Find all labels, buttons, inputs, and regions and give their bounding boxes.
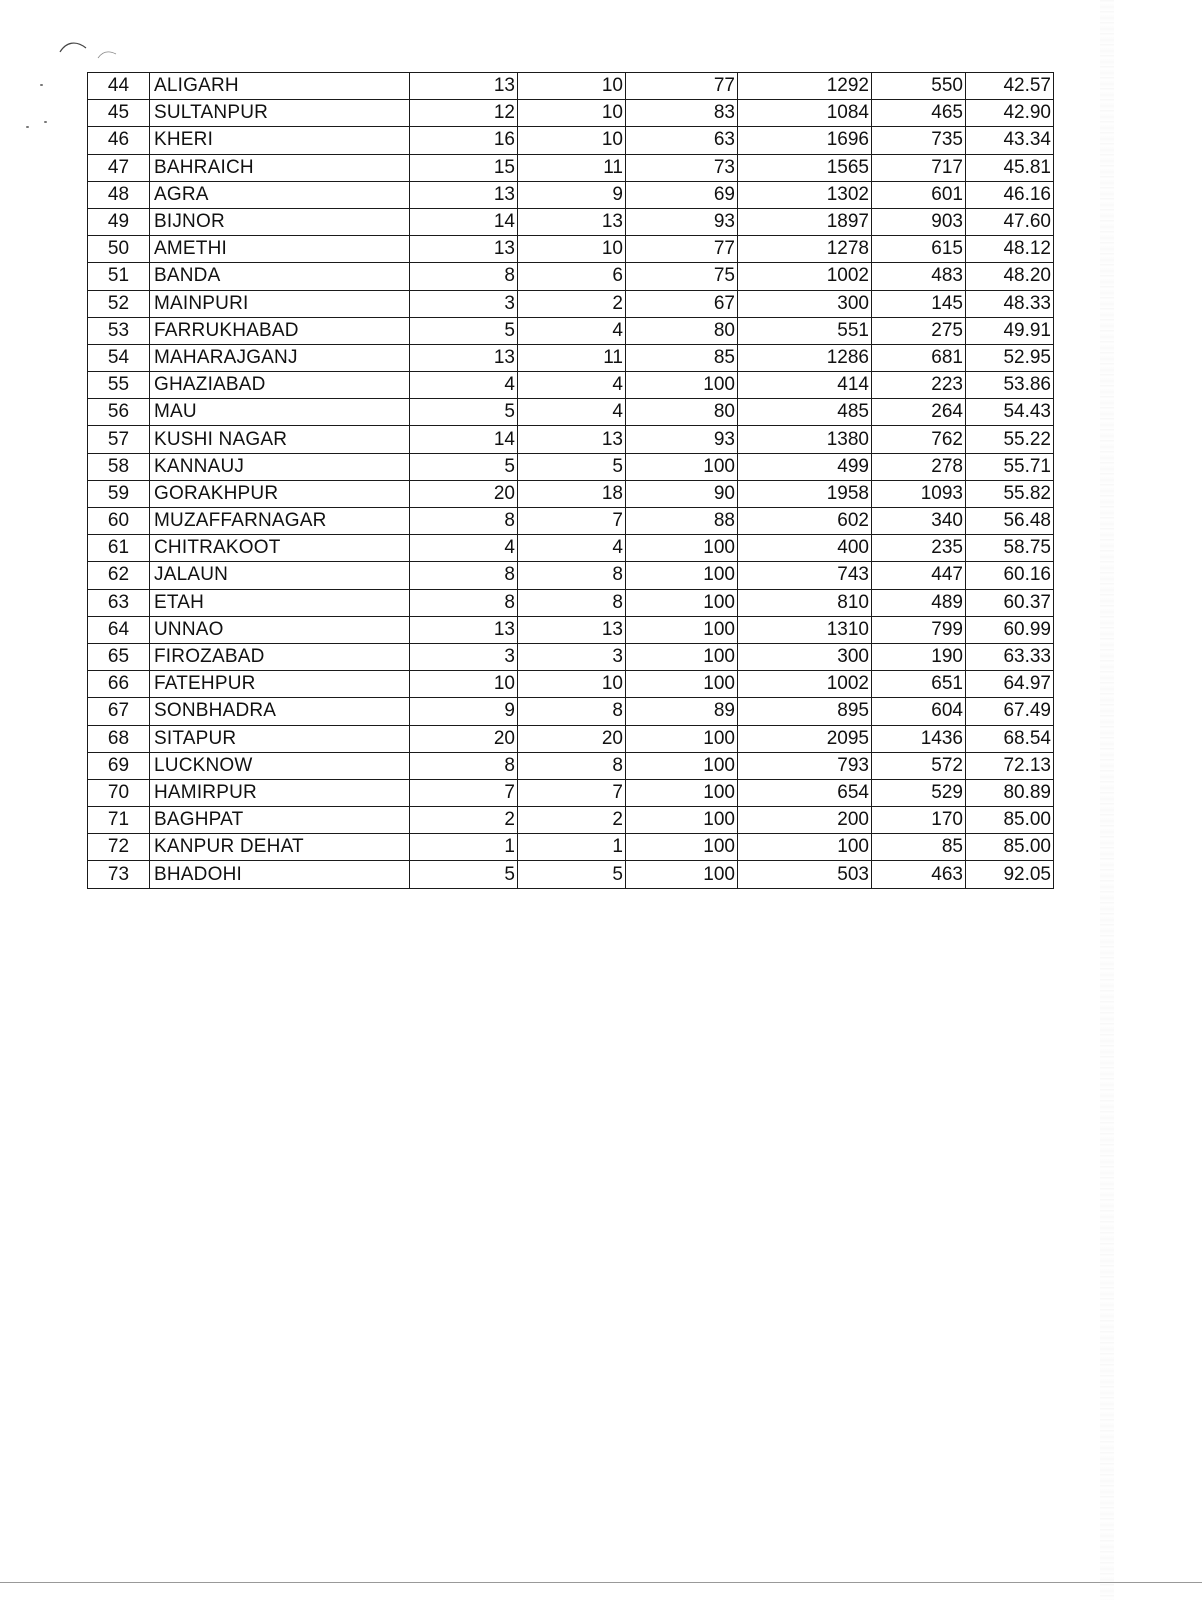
value-cell-col2: 13 [518, 208, 626, 235]
value-cell-col1: 8 [410, 263, 518, 290]
value-cell-col6: 48.33 [966, 290, 1054, 317]
serial-number-cell: 50 [88, 236, 150, 263]
value-cell-col4: 1958 [738, 480, 872, 507]
table-row [88, 263, 1054, 290]
value-cell-col1: 5 [410, 399, 518, 426]
value-cell-col6: 48.20 [966, 263, 1054, 290]
value-cell-col6: 60.99 [966, 616, 1054, 643]
value-cell-col1: 13 [410, 181, 518, 208]
table-row [88, 807, 1054, 834]
value-cell-col5: 601 [872, 181, 966, 208]
serial-number-cell: 59 [88, 480, 150, 507]
serial-number-cell: 65 [88, 643, 150, 670]
serial-number-cell: 68 [88, 725, 150, 752]
scan-speck [26, 126, 29, 128]
value-cell-col3: 100 [626, 589, 738, 616]
value-cell-col2: 7 [518, 508, 626, 535]
value-cell-col4: 1084 [738, 100, 872, 127]
table-row [88, 372, 1054, 399]
serial-number-cell: 58 [88, 453, 150, 480]
value-cell-col3: 100 [626, 834, 738, 861]
value-cell-col4: 810 [738, 589, 872, 616]
district-name-cell: BAGHPAT [150, 807, 410, 834]
table-row [88, 73, 1054, 100]
value-cell-col5: 762 [872, 426, 966, 453]
value-cell-col3: 100 [626, 861, 738, 888]
serial-number-cell: 46 [88, 127, 150, 154]
table-row [88, 127, 1054, 154]
value-cell-col2: 20 [518, 725, 626, 752]
district-name-cell: MUZAFFARNAGAR [150, 508, 410, 535]
table-row [88, 535, 1054, 562]
district-name-cell: ALIGARH [150, 73, 410, 100]
table-row [88, 317, 1054, 344]
value-cell-col5: 572 [872, 752, 966, 779]
value-cell-col6: 49.91 [966, 317, 1054, 344]
value-cell-col1: 5 [410, 453, 518, 480]
value-cell-col6: 55.82 [966, 480, 1054, 507]
serial-number-cell: 54 [88, 344, 150, 371]
value-cell-col2: 11 [518, 344, 626, 371]
value-cell-col1: 4 [410, 535, 518, 562]
value-cell-col4: 503 [738, 861, 872, 888]
table-row [88, 508, 1054, 535]
table-row [88, 453, 1054, 480]
value-cell-col6: 42.57 [966, 73, 1054, 100]
value-cell-col1: 13 [410, 616, 518, 643]
serial-number-cell: 67 [88, 698, 150, 725]
value-cell-col3: 75 [626, 263, 738, 290]
value-cell-col3: 100 [626, 671, 738, 698]
value-cell-col4: 1310 [738, 616, 872, 643]
serial-number-cell: 55 [88, 372, 150, 399]
table-row [88, 562, 1054, 589]
value-cell-col6: 64.97 [966, 671, 1054, 698]
value-cell-col3: 93 [626, 426, 738, 453]
value-cell-col4: 414 [738, 372, 872, 399]
value-cell-col4: 100 [738, 834, 872, 861]
serial-number-cell: 44 [88, 73, 150, 100]
serial-number-cell: 71 [88, 807, 150, 834]
serial-number-cell: 51 [88, 263, 150, 290]
value-cell-col5: 235 [872, 535, 966, 562]
value-cell-col6: 47.60 [966, 208, 1054, 235]
table-row [88, 100, 1054, 127]
value-cell-col1: 9 [410, 698, 518, 725]
serial-number-cell: 61 [88, 535, 150, 562]
value-cell-col4: 1292 [738, 73, 872, 100]
value-cell-col1: 5 [410, 317, 518, 344]
value-cell-col5: 278 [872, 453, 966, 480]
value-cell-col4: 499 [738, 453, 872, 480]
district-name-cell: MAINPURI [150, 290, 410, 317]
value-cell-col2: 6 [518, 263, 626, 290]
value-cell-col6: 55.71 [966, 453, 1054, 480]
value-cell-col1: 20 [410, 725, 518, 752]
value-cell-col5: 1093 [872, 480, 966, 507]
scan-smudge [58, 38, 118, 60]
district-name-cell: UNNAO [150, 616, 410, 643]
value-cell-col2: 2 [518, 807, 626, 834]
district-name-cell: MAU [150, 399, 410, 426]
serial-number-cell: 72 [88, 834, 150, 861]
value-cell-col6: 85.00 [966, 834, 1054, 861]
value-cell-col1: 8 [410, 589, 518, 616]
district-data-table [87, 72, 1054, 889]
value-cell-col3: 77 [626, 73, 738, 100]
value-cell-col1: 15 [410, 154, 518, 181]
value-cell-col1: 3 [410, 643, 518, 670]
district-name-cell: FARRUKHABAD [150, 317, 410, 344]
value-cell-col3: 80 [626, 317, 738, 344]
value-cell-col3: 100 [626, 779, 738, 806]
serial-number-cell: 56 [88, 399, 150, 426]
value-cell-col5: 264 [872, 399, 966, 426]
serial-number-cell: 45 [88, 100, 150, 127]
table-row [88, 725, 1054, 752]
table-row [88, 671, 1054, 698]
value-cell-col3: 67 [626, 290, 738, 317]
value-cell-col4: 1002 [738, 671, 872, 698]
district-name-cell: KHERI [150, 127, 410, 154]
value-cell-col6: 58.75 [966, 535, 1054, 562]
value-cell-col6: 85.00 [966, 807, 1054, 834]
value-cell-col6: 52.95 [966, 344, 1054, 371]
value-cell-col6: 68.54 [966, 725, 1054, 752]
table-row [88, 181, 1054, 208]
value-cell-col3: 88 [626, 508, 738, 535]
district-name-cell: MAHARAJGANJ [150, 344, 410, 371]
serial-number-cell: 70 [88, 779, 150, 806]
serial-number-cell: 62 [88, 562, 150, 589]
value-cell-col2: 4 [518, 317, 626, 344]
value-cell-col3: 63 [626, 127, 738, 154]
value-cell-col4: 2095 [738, 725, 872, 752]
value-cell-col1: 8 [410, 508, 518, 535]
value-cell-col3: 83 [626, 100, 738, 127]
value-cell-col5: 85 [872, 834, 966, 861]
value-cell-col5: 145 [872, 290, 966, 317]
serial-number-cell: 47 [88, 154, 150, 181]
value-cell-col6: 56.48 [966, 508, 1054, 535]
value-cell-col3: 100 [626, 725, 738, 752]
value-cell-col3: 100 [626, 807, 738, 834]
serial-number-cell: 53 [88, 317, 150, 344]
table-row [88, 861, 1054, 888]
district-name-cell: CHITRAKOOT [150, 535, 410, 562]
value-cell-col3: 100 [626, 616, 738, 643]
value-cell-col5: 717 [872, 154, 966, 181]
value-cell-col5: 681 [872, 344, 966, 371]
table-body [88, 73, 1054, 889]
table-row [88, 426, 1054, 453]
value-cell-col1: 13 [410, 73, 518, 100]
value-cell-col5: 550 [872, 73, 966, 100]
serial-number-cell: 64 [88, 616, 150, 643]
value-cell-col2: 10 [518, 73, 626, 100]
value-cell-col1: 8 [410, 562, 518, 589]
value-cell-col5: 223 [872, 372, 966, 399]
value-cell-col6: 46.16 [966, 181, 1054, 208]
district-name-cell: BHADOHI [150, 861, 410, 888]
value-cell-col5: 735 [872, 127, 966, 154]
value-cell-col2: 13 [518, 616, 626, 643]
value-cell-col2: 10 [518, 236, 626, 263]
table-row [88, 344, 1054, 371]
value-cell-col2: 10 [518, 671, 626, 698]
value-cell-col1: 12 [410, 100, 518, 127]
value-cell-col5: 489 [872, 589, 966, 616]
serial-number-cell: 49 [88, 208, 150, 235]
value-cell-col3: 100 [626, 643, 738, 670]
value-cell-col1: 13 [410, 236, 518, 263]
table-row [88, 616, 1054, 643]
table-row [88, 752, 1054, 779]
scan-edge-noise [1100, 0, 1114, 1600]
serial-number-cell: 52 [88, 290, 150, 317]
value-cell-col1: 5 [410, 861, 518, 888]
value-cell-col2: 5 [518, 453, 626, 480]
value-cell-col5: 170 [872, 807, 966, 834]
table-row [88, 643, 1054, 670]
value-cell-col3: 69 [626, 181, 738, 208]
value-cell-col4: 1302 [738, 181, 872, 208]
value-cell-col2: 4 [518, 535, 626, 562]
value-cell-col5: 190 [872, 643, 966, 670]
scan-speck [44, 121, 47, 123]
table-row [88, 208, 1054, 235]
value-cell-col4: 1286 [738, 344, 872, 371]
value-cell-col1: 7 [410, 779, 518, 806]
value-cell-col5: 463 [872, 861, 966, 888]
value-cell-col5: 615 [872, 236, 966, 263]
value-cell-col3: 100 [626, 453, 738, 480]
district-name-cell: KANNAUJ [150, 453, 410, 480]
district-name-cell: KANPUR DEHAT [150, 834, 410, 861]
value-cell-col6: 42.90 [966, 100, 1054, 127]
serial-number-cell: 48 [88, 181, 150, 208]
value-cell-col5: 275 [872, 317, 966, 344]
value-cell-col2: 2 [518, 290, 626, 317]
table-row [88, 236, 1054, 263]
district-name-cell: ETAH [150, 589, 410, 616]
value-cell-col2: 9 [518, 181, 626, 208]
value-cell-col5: 903 [872, 208, 966, 235]
district-name-cell: LUCKNOW [150, 752, 410, 779]
value-cell-col1: 2 [410, 807, 518, 834]
value-cell-col5: 799 [872, 616, 966, 643]
table-row [88, 480, 1054, 507]
district-name-cell: AGRA [150, 181, 410, 208]
value-cell-col4: 793 [738, 752, 872, 779]
value-cell-col2: 10 [518, 127, 626, 154]
value-cell-col1: 13 [410, 344, 518, 371]
district-name-cell: GHAZIABAD [150, 372, 410, 399]
value-cell-col4: 1278 [738, 236, 872, 263]
value-cell-col5: 604 [872, 698, 966, 725]
table-row [88, 154, 1054, 181]
value-cell-col6: 43.34 [966, 127, 1054, 154]
district-name-cell: BAHRAICH [150, 154, 410, 181]
value-cell-col1: 3 [410, 290, 518, 317]
district-name-cell: SONBHADRA [150, 698, 410, 725]
value-cell-col1: 10 [410, 671, 518, 698]
value-cell-col5: 651 [872, 671, 966, 698]
serial-number-cell: 63 [88, 589, 150, 616]
value-cell-col4: 485 [738, 399, 872, 426]
value-cell-col4: 551 [738, 317, 872, 344]
table-row [88, 589, 1054, 616]
value-cell-col6: 67.49 [966, 698, 1054, 725]
value-cell-col3: 100 [626, 535, 738, 562]
value-cell-col2: 13 [518, 426, 626, 453]
value-cell-col2: 8 [518, 589, 626, 616]
value-cell-col4: 1565 [738, 154, 872, 181]
value-cell-col1: 14 [410, 426, 518, 453]
value-cell-col4: 1002 [738, 263, 872, 290]
value-cell-col2: 8 [518, 698, 626, 725]
value-cell-col6: 55.22 [966, 426, 1054, 453]
value-cell-col2: 4 [518, 372, 626, 399]
district-name-cell: AMETHI [150, 236, 410, 263]
value-cell-col6: 60.16 [966, 562, 1054, 589]
value-cell-col3: 80 [626, 399, 738, 426]
value-cell-col1: 8 [410, 752, 518, 779]
value-cell-col1: 20 [410, 480, 518, 507]
value-cell-col2: 8 [518, 752, 626, 779]
value-cell-col1: 14 [410, 208, 518, 235]
value-cell-col3: 90 [626, 480, 738, 507]
value-cell-col3: 89 [626, 698, 738, 725]
district-name-cell: KUSHI NAGAR [150, 426, 410, 453]
table-row [88, 290, 1054, 317]
table-row [88, 399, 1054, 426]
value-cell-col4: 654 [738, 779, 872, 806]
table-row [88, 779, 1054, 806]
value-cell-col4: 602 [738, 508, 872, 535]
district-name-cell: GORAKHPUR [150, 480, 410, 507]
value-cell-col4: 1897 [738, 208, 872, 235]
value-cell-col6: 72.13 [966, 752, 1054, 779]
value-cell-col6: 48.12 [966, 236, 1054, 263]
value-cell-col4: 1380 [738, 426, 872, 453]
value-cell-col1: 4 [410, 372, 518, 399]
value-cell-col2: 18 [518, 480, 626, 507]
value-cell-col4: 300 [738, 290, 872, 317]
value-cell-col5: 1436 [872, 725, 966, 752]
value-cell-col3: 100 [626, 752, 738, 779]
value-cell-col3: 77 [626, 236, 738, 263]
district-name-cell: BIJNOR [150, 208, 410, 235]
value-cell-col5: 447 [872, 562, 966, 589]
value-cell-col4: 400 [738, 535, 872, 562]
district-name-cell: FATEHPUR [150, 671, 410, 698]
value-cell-col6: 60.37 [966, 589, 1054, 616]
value-cell-col4: 895 [738, 698, 872, 725]
value-cell-col2: 3 [518, 643, 626, 670]
scan-speck [40, 84, 43, 86]
district-name-cell: SULTANPUR [150, 100, 410, 127]
value-cell-col3: 85 [626, 344, 738, 371]
value-cell-col1: 16 [410, 127, 518, 154]
value-cell-col2: 4 [518, 399, 626, 426]
value-cell-col5: 340 [872, 508, 966, 535]
value-cell-col2: 5 [518, 861, 626, 888]
value-cell-col2: 8 [518, 562, 626, 589]
district-name-cell: BANDA [150, 263, 410, 290]
district-name-cell: SITAPUR [150, 725, 410, 752]
district-name-cell: FIROZABAD [150, 643, 410, 670]
value-cell-col6: 54.43 [966, 399, 1054, 426]
value-cell-col2: 10 [518, 100, 626, 127]
value-cell-col6: 80.89 [966, 779, 1054, 806]
value-cell-col6: 92.05 [966, 861, 1054, 888]
value-cell-col6: 63.33 [966, 643, 1054, 670]
table-row [88, 698, 1054, 725]
value-cell-col2: 1 [518, 834, 626, 861]
value-cell-col4: 1696 [738, 127, 872, 154]
scan-bottom-line [0, 1582, 1202, 1583]
serial-number-cell: 73 [88, 861, 150, 888]
value-cell-col4: 300 [738, 643, 872, 670]
serial-number-cell: 57 [88, 426, 150, 453]
serial-number-cell: 60 [88, 508, 150, 535]
value-cell-col2: 11 [518, 154, 626, 181]
value-cell-col5: 529 [872, 779, 966, 806]
value-cell-col3: 93 [626, 208, 738, 235]
serial-number-cell: 66 [88, 671, 150, 698]
value-cell-col4: 743 [738, 562, 872, 589]
value-cell-col4: 200 [738, 807, 872, 834]
value-cell-col6: 45.81 [966, 154, 1054, 181]
value-cell-col3: 100 [626, 562, 738, 589]
value-cell-col3: 100 [626, 372, 738, 399]
district-name-cell: JALAUN [150, 562, 410, 589]
value-cell-col6: 53.86 [966, 372, 1054, 399]
value-cell-col2: 7 [518, 779, 626, 806]
district-name-cell: HAMIRPUR [150, 779, 410, 806]
value-cell-col1: 1 [410, 834, 518, 861]
value-cell-col5: 483 [872, 263, 966, 290]
table-row [88, 834, 1054, 861]
serial-number-cell: 69 [88, 752, 150, 779]
value-cell-col3: 73 [626, 154, 738, 181]
value-cell-col5: 465 [872, 100, 966, 127]
